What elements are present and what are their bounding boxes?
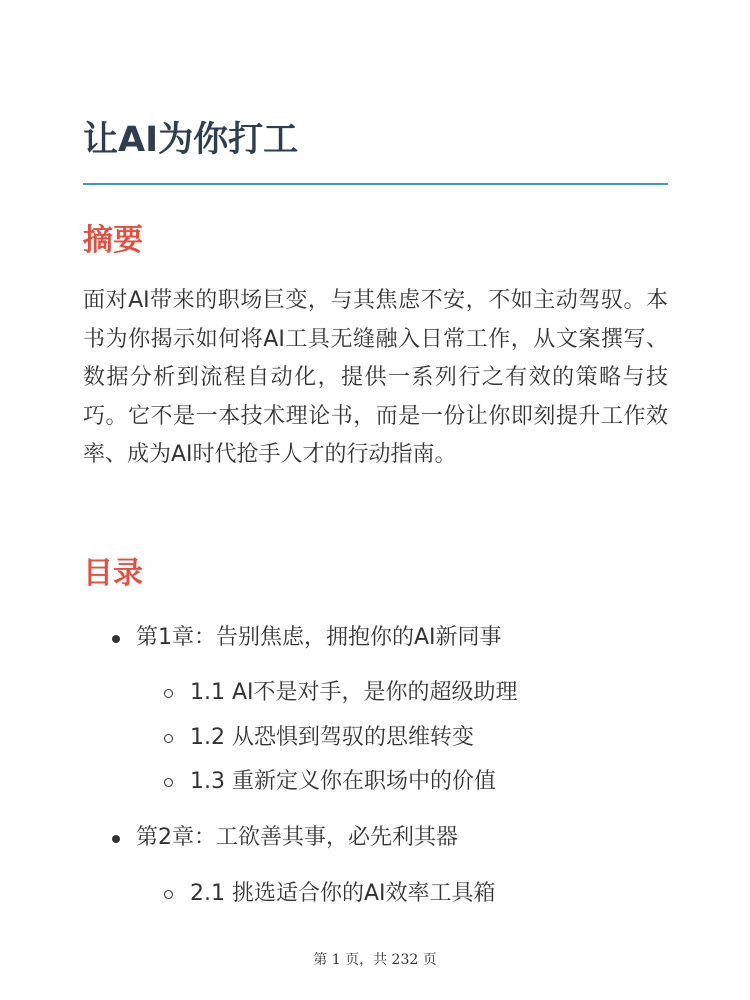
bullet-circle-icon — [164, 689, 173, 698]
document-title: 让AI为你打工 — [83, 120, 299, 160]
bullet-dot-icon — [112, 635, 120, 643]
toc-section-label: 2.1 挑选适合你的AI效率工具箱 — [190, 881, 496, 906]
bullet-circle-icon — [164, 890, 173, 899]
page-number-footer: 第 1 页，共 232 页 — [313, 952, 437, 968]
toc-heading: 目录 — [83, 556, 143, 591]
toc-section-label: 1.1 AI不是对手，是你的超级助理 — [190, 680, 518, 705]
bullet-circle-icon — [164, 778, 173, 787]
toc-section-label: 1.3 重新定义你在职场中的价值 — [190, 769, 496, 794]
abstract-heading: 摘要 — [83, 223, 143, 258]
abstract-text: 面对AI带来的职场巨变，与其焦虑不安，不如主动驾驭。本书为你揭示如何将AI工具无缝融入日常工作，从文案撰写、数据分析到流程自动化，提供一系列行之有效的策略与技巧。它不是一本技术理论书，而是一份让你即刻提升工作效率、成为AI时代抢手人才的行动指南。 — [83, 288, 668, 467]
bullet-dot-icon — [112, 835, 120, 843]
toc-section-label: 1.2 从恐惧到驾驭的思维转变 — [190, 725, 474, 750]
title-divider — [83, 183, 668, 185]
toc-chapter-label: 第1章：告别焦虑，拥抱你的AI新同事 — [136, 625, 502, 650]
toc-chapter-label: 第2章：工欲善其事，必先利其器 — [136, 825, 458, 850]
bullet-circle-icon — [164, 734, 173, 743]
